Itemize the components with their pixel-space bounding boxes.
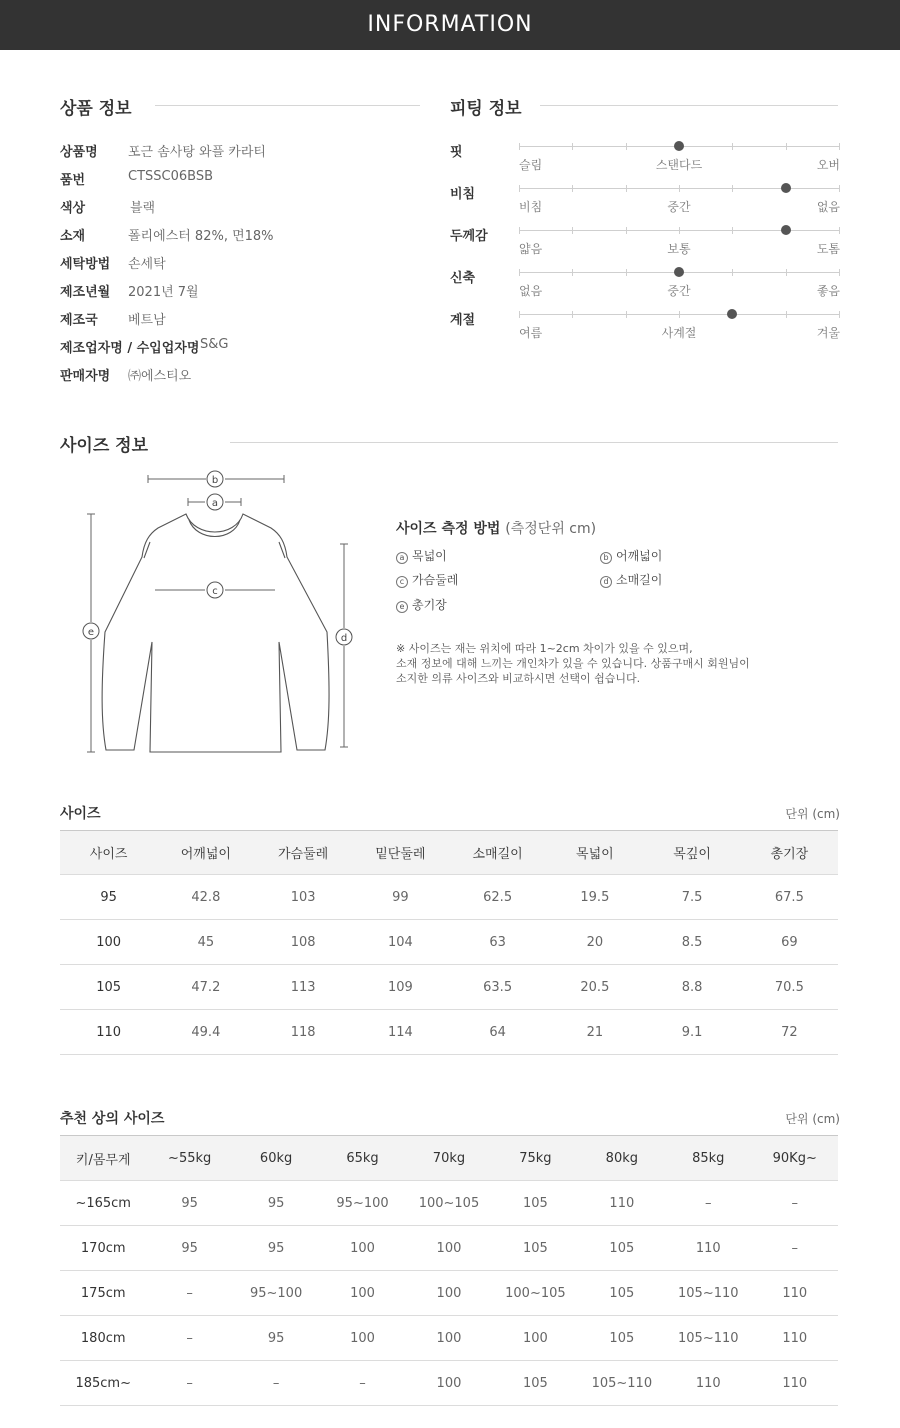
- mark-b: [207, 471, 223, 487]
- table-cell: 110: [752, 1361, 839, 1406]
- table-cell: 95: [233, 1226, 319, 1271]
- table-cell: 100: [406, 1361, 492, 1406]
- size-table-header: 소매길이: [449, 831, 546, 875]
- fitting-tick: [732, 185, 733, 192]
- fitting-scale-label: 없음: [816, 200, 840, 214]
- product-info-label: 상품명: [60, 145, 98, 160]
- measure-mark: c: [396, 576, 408, 588]
- product-info-value: 포근 솜사탕 와플 카라티: [128, 145, 266, 160]
- fitting-scale-label: 슬림: [519, 158, 543, 172]
- measure-item: [396, 547, 447, 564]
- product-info-label: 판매자명: [60, 369, 111, 384]
- product-info-label: 제조년월: [60, 285, 111, 300]
- recommend-table: [60, 1135, 838, 1406]
- table-cell: 95: [60, 875, 157, 920]
- recommend-table-unit: 단위 (cm): [785, 1112, 840, 1126]
- measure-item: [600, 571, 662, 588]
- measure-mark: d: [600, 576, 612, 588]
- product-info-row: [60, 309, 420, 329]
- table-cell: 110: [752, 1316, 839, 1361]
- product-info-value: 2021년 7월: [128, 285, 199, 300]
- table-cell: 95~100: [233, 1271, 319, 1316]
- product-info-label: 제조국: [60, 313, 98, 328]
- measure-mark: e: [396, 601, 408, 613]
- table-cell: 8.5: [644, 920, 741, 965]
- table-cell: 100: [60, 920, 157, 965]
- mark-c: [207, 582, 223, 598]
- recommend-table-row: [60, 1181, 838, 1226]
- svg-text:c: c: [212, 586, 218, 597]
- fitting-tick: [839, 311, 840, 318]
- table-cell: 114: [352, 1010, 449, 1055]
- size-table-header: 목깊이: [644, 831, 741, 875]
- recommend-table-header: 85kg: [665, 1136, 751, 1181]
- recommend-table-header: 80kg: [579, 1136, 665, 1181]
- fitting-tick: [786, 269, 787, 276]
- recommend-table-row: [60, 1226, 838, 1271]
- table-cell: 170cm: [60, 1226, 146, 1271]
- product-info-row: [60, 141, 420, 161]
- fitting-tick: [786, 311, 787, 318]
- fitting-track: [519, 146, 839, 147]
- fitting-label: 핏: [450, 145, 463, 160]
- fitting-tick: [519, 269, 520, 276]
- table-cell: 110: [752, 1271, 839, 1316]
- table-cell: 104: [352, 920, 449, 965]
- table-cell: 110: [665, 1226, 751, 1271]
- size-table-row: [60, 920, 838, 965]
- size-info-divider: [230, 442, 838, 443]
- table-cell: 62.5: [449, 875, 546, 920]
- table-cell: 175cm: [60, 1271, 146, 1316]
- fitting-tick: [626, 143, 627, 150]
- product-info-row: [60, 197, 420, 217]
- fitting-scale-label: 오버: [816, 158, 840, 172]
- product-info-divider: [155, 105, 420, 106]
- recommend-table-header: 65kg: [319, 1136, 405, 1181]
- table-cell: –: [233, 1361, 319, 1406]
- fitting-tick: [679, 311, 680, 318]
- fitting-tick: [519, 311, 520, 318]
- table-cell: 47.2: [157, 965, 254, 1010]
- table-cell: 100: [406, 1271, 492, 1316]
- size-table-header: 총기장: [741, 831, 838, 875]
- product-info-label: 제조업자명 / 수입업자명: [60, 341, 200, 356]
- garment-measure-diagram: [75, 462, 375, 767]
- recommend-table-header: 75kg: [492, 1136, 578, 1181]
- svg-text:a: a: [211, 498, 219, 509]
- size-table-header: 가슴둘레: [255, 831, 352, 875]
- mark-d: [336, 629, 352, 645]
- table-cell: 95: [146, 1226, 232, 1271]
- fitting-label: 신축: [450, 271, 476, 286]
- measure-item: [396, 596, 447, 613]
- fitting-scale-label: 중간: [667, 200, 691, 214]
- product-info-value: ㈜에스티오: [128, 369, 192, 384]
- measure-mark: a: [396, 552, 408, 564]
- measure-method-title: [396, 518, 596, 538]
- table-cell: 100: [319, 1226, 405, 1271]
- table-cell: 105: [579, 1271, 665, 1316]
- product-info-value: 베트남: [128, 313, 166, 328]
- table-cell: ~165cm: [60, 1181, 146, 1226]
- table-cell: –: [665, 1181, 751, 1226]
- table-cell: 70.5: [741, 965, 838, 1010]
- product-info-value: 손세탁: [128, 257, 166, 272]
- svg-text:e: e: [87, 627, 95, 638]
- svg-text:d: d: [340, 633, 348, 644]
- fitting-tick: [519, 227, 520, 234]
- fitting-tick: [626, 185, 627, 192]
- size-table-header: 목넓이: [546, 831, 643, 875]
- mark-a: [207, 494, 223, 510]
- fitting-tick: [732, 143, 733, 150]
- product-info-row: [60, 337, 420, 357]
- size-table-title: 사이즈: [60, 806, 101, 822]
- fitting-label: 계절: [450, 313, 476, 328]
- table-cell: 105: [492, 1361, 578, 1406]
- fitting-row: [450, 225, 840, 265]
- table-cell: 109: [352, 965, 449, 1010]
- fitting-track: [519, 272, 839, 273]
- table-cell: 105: [60, 965, 157, 1010]
- product-info-label: 품번: [60, 173, 86, 188]
- table-cell: –: [146, 1316, 232, 1361]
- measure-method-label: 사이즈 측정 방법: [396, 521, 501, 537]
- fitting-track: [519, 188, 839, 189]
- fitting-tick: [679, 185, 680, 192]
- recommend-table-header: 70kg: [406, 1136, 492, 1181]
- table-cell: 105~110: [665, 1271, 751, 1316]
- product-info-value: S&G: [200, 337, 229, 352]
- fitting-level-dot: [674, 267, 684, 277]
- fitting-level-dot: [781, 225, 791, 235]
- fitting-row: [450, 267, 840, 307]
- table-cell: 19.5: [546, 875, 643, 920]
- table-cell: 105: [579, 1226, 665, 1271]
- table-cell: –: [319, 1361, 405, 1406]
- table-cell: 63.5: [449, 965, 546, 1010]
- table-cell: 103: [255, 875, 352, 920]
- size-table-row: [60, 1010, 838, 1055]
- table-cell: 72: [741, 1010, 838, 1055]
- fitting-tick: [626, 311, 627, 318]
- table-cell: 8.8: [644, 965, 741, 1010]
- table-cell: 100: [492, 1316, 578, 1361]
- measure-item: [600, 547, 662, 564]
- size-note-line: 소지한 의류 사이즈와 비교하시면 선택이 쉽습니다.: [396, 672, 641, 685]
- fitting-tick: [732, 227, 733, 234]
- measure-label: 소매길이: [616, 573, 663, 587]
- fitting-tick: [519, 143, 520, 150]
- recommend-table-row: [60, 1316, 838, 1361]
- size-table-unit: 단위 (cm): [785, 807, 840, 821]
- size-table-header: 어깨넓이: [157, 831, 254, 875]
- table-cell: 100: [406, 1226, 492, 1271]
- fitting-info-title: 피팅 정보: [450, 99, 522, 119]
- table-cell: 95: [233, 1181, 319, 1226]
- fitting-tick: [732, 269, 733, 276]
- fitting-track: [519, 314, 839, 315]
- product-info-label: 세탁방법: [60, 257, 111, 272]
- fitting-tick: [626, 269, 627, 276]
- measure-mark: b: [600, 552, 612, 564]
- table-cell: 110: [60, 1010, 157, 1055]
- product-info-row: [60, 365, 420, 385]
- fitting-tick: [572, 143, 573, 150]
- mark-e: [83, 623, 99, 639]
- fitting-tick: [839, 227, 840, 234]
- measure-label: 어깨넓이: [616, 549, 663, 563]
- fitting-tick: [572, 185, 573, 192]
- table-cell: 100: [319, 1271, 405, 1316]
- fitting-scale-label: 얇음: [519, 242, 543, 256]
- recommend-table-header: 키/몸무게: [60, 1136, 146, 1181]
- fitting-scale-label: 보통: [667, 242, 691, 256]
- fitting-scale-label: 겨울: [816, 326, 840, 340]
- product-info-value: 폴리에스터 82%, 면18%: [128, 229, 274, 244]
- table-cell: 108: [255, 920, 352, 965]
- table-cell: 105: [579, 1316, 665, 1361]
- fitting-scale-label: 도톰: [816, 242, 840, 256]
- table-cell: 99: [352, 875, 449, 920]
- table-cell: 105~110: [665, 1316, 751, 1361]
- recommend-table-title: 추천 상의 사이즈: [60, 1111, 165, 1127]
- fitting-level-dot: [727, 309, 737, 319]
- table-cell: 110: [579, 1181, 665, 1226]
- product-info-row: [60, 253, 420, 273]
- recommend-table-header: 90Kg~: [752, 1136, 839, 1181]
- table-cell: 67.5: [741, 875, 838, 920]
- size-table: [60, 830, 838, 1055]
- table-cell: 105: [492, 1181, 578, 1226]
- table-cell: 100: [406, 1316, 492, 1361]
- fitting-level-dot: [781, 183, 791, 193]
- table-cell: 95~100: [319, 1181, 405, 1226]
- product-info-row: [60, 225, 420, 245]
- product-info-value: 블랙: [130, 201, 156, 216]
- fitting-tick: [839, 185, 840, 192]
- table-cell: 20.5: [546, 965, 643, 1010]
- table-cell: 100~105: [406, 1181, 492, 1226]
- size-table-row: [60, 965, 838, 1010]
- product-info-title: 상품 정보: [60, 99, 132, 119]
- table-cell: 105: [492, 1226, 578, 1271]
- fitting-label: 비침: [450, 187, 476, 202]
- fitting-scale-label: 여름: [519, 326, 543, 340]
- fitting-tick: [839, 269, 840, 276]
- fitting-scale-label: 없음: [519, 284, 543, 298]
- fitting-info-divider: [540, 105, 838, 106]
- table-cell: 100: [319, 1316, 405, 1361]
- table-cell: 95: [146, 1181, 232, 1226]
- table-cell: 110: [665, 1361, 751, 1406]
- header-bar: [0, 0, 900, 50]
- table-cell: 42.8: [157, 875, 254, 920]
- table-cell: 185cm~: [60, 1361, 146, 1406]
- measure-label: 목넓이: [412, 549, 447, 563]
- svg-text:b: b: [211, 475, 219, 486]
- table-cell: –: [146, 1271, 232, 1316]
- fitting-tick: [572, 311, 573, 318]
- table-cell: 49.4: [157, 1010, 254, 1055]
- size-table-header: 밑단둘레: [352, 831, 449, 875]
- measure-unit: (측정단위 cm): [505, 521, 597, 537]
- size-info-title: 사이즈 정보: [60, 436, 149, 456]
- size-table-row: [60, 875, 838, 920]
- product-info-label: 색상: [60, 201, 86, 216]
- table-cell: –: [752, 1181, 839, 1226]
- table-cell: 113: [255, 965, 352, 1010]
- product-info-label: 소재: [60, 229, 86, 244]
- measure-label: 총기장: [412, 598, 447, 612]
- fitting-tick: [679, 227, 680, 234]
- size-table-header: 사이즈: [60, 831, 157, 875]
- table-cell: 69: [741, 920, 838, 965]
- page-title: INFORMATION: [367, 12, 533, 37]
- table-cell: 63: [449, 920, 546, 965]
- fitting-tick: [519, 185, 520, 192]
- table-cell: 95: [233, 1316, 319, 1361]
- fitting-row: [450, 141, 840, 181]
- fitting-tick: [839, 143, 840, 150]
- fitting-label: 두께감: [450, 229, 488, 244]
- fitting-tick: [626, 227, 627, 234]
- fitting-scale-label: 중간: [667, 284, 691, 298]
- fitting-tick: [572, 227, 573, 234]
- fitting-level-dot: [674, 141, 684, 151]
- product-info-value: CTSSC06BSB: [128, 169, 214, 184]
- size-note-line: 소재 정보에 대해 느끼는 개인차가 있을 수 있습니다. 상품구매시 회원님이: [396, 657, 750, 670]
- fitting-row: [450, 183, 840, 223]
- table-cell: 180cm: [60, 1316, 146, 1361]
- table-cell: 7.5: [644, 875, 741, 920]
- table-cell: –: [146, 1361, 232, 1406]
- measure-item: [396, 571, 458, 588]
- table-cell: 9.1: [644, 1010, 741, 1055]
- table-cell: 105~110: [579, 1361, 665, 1406]
- table-cell: 118: [255, 1010, 352, 1055]
- fitting-scale-label: 좋음: [816, 284, 840, 298]
- fitting-track: [519, 230, 839, 231]
- fitting-tick: [572, 269, 573, 276]
- table-cell: 20: [546, 920, 643, 965]
- table-cell: –: [752, 1226, 839, 1271]
- recommend-table-header: ~55kg: [146, 1136, 232, 1181]
- recommend-table-row: [60, 1271, 838, 1316]
- size-note-line: ※ 사이즈는 재는 위치에 따라 1~2cm 차이가 있을 수 있으며,: [396, 642, 693, 655]
- table-cell: 45: [157, 920, 254, 965]
- product-info-row: [60, 169, 420, 189]
- table-cell: 64: [449, 1010, 546, 1055]
- recommend-table-row: [60, 1361, 838, 1406]
- product-info-row: [60, 281, 420, 301]
- recommend-table-header: 60kg: [233, 1136, 319, 1181]
- table-cell: 21: [546, 1010, 643, 1055]
- fitting-scale-label: 비침: [519, 200, 543, 214]
- measure-label: 가슴둘레: [412, 573, 459, 587]
- fitting-scale-label: 스탠다드: [655, 158, 703, 172]
- table-cell: 100~105: [492, 1271, 578, 1316]
- fitting-tick: [786, 143, 787, 150]
- fitting-row: [450, 309, 840, 349]
- fitting-scale-label: 사계절: [661, 326, 697, 340]
